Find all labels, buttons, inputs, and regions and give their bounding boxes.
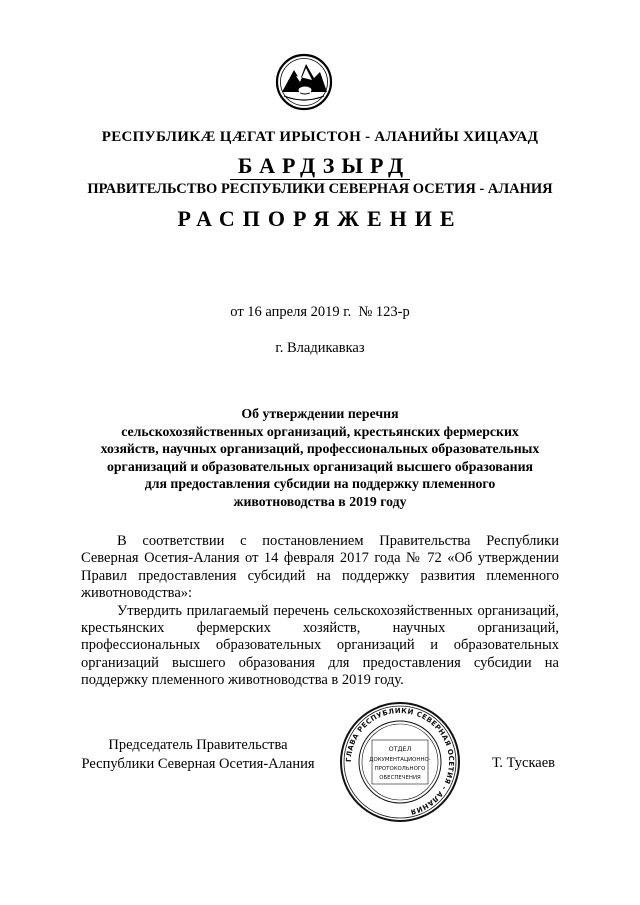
doc-type-ossetian [0, 153, 640, 179]
signature-position [78, 736, 318, 774]
signatory-name: Т. Тускаев [492, 755, 556, 771]
official-seal [338, 700, 462, 824]
signature-position-line-2: Республики Северная Осетия-Алания [81, 756, 315, 772]
seal-inner-line: ОБЕСПЕЧЕНИЯ [379, 775, 421, 781]
body-paragraph-1: В соответствии с постановлением Правительства Республики Северная Осетия-Алания от 14 февраля 2017 года № 72 «Об утверждении Правил предоставления субсидий на поддержку развития племенного животноводства»: [81, 533, 559, 602]
city-line: г. Владикавказ [275, 340, 365, 356]
coat-of-arms-emblem [274, 52, 334, 112]
seal-ring-text: ГЛАВА РЕСПУБЛИКИ СЕВЕРНАЯ ОСЕТИЯ - АЛАНИЯ [344, 706, 456, 816]
body-paragraph-2: Утвердить прилагаемый перечень сельскохозяйственных организаций, крестьянских фермерских хозяйств, научных организаций, профессиональных образовательных организаций и образовательных организаций высшего образования для предоставления субсидии на поддержку племенного животноводства в 2019 году. [81, 602, 559, 689]
seal-inner-line: ДОКУМЕНТАЦИОННО- [369, 757, 431, 763]
signature-position-line-1: Председатель Правительства [108, 737, 288, 753]
seal-inner-line: ОТДЕЛ [388, 745, 412, 753]
seal-inner-line: ПРОТОКОЛЬНОГО [374, 766, 426, 772]
title-line: Об утверждении перечня [241, 406, 399, 421]
title-line: организаций и образовательных организаций высшего образования [106, 458, 534, 474]
doc-type-russian: РАСПОРЯЖЕНИЕ [177, 206, 463, 231]
document-title [0, 405, 640, 511]
title-line: для предоставления субсидии на поддержку племенного [144, 476, 496, 492]
document-body [81, 533, 559, 690]
date-number-line: от 16 апреля 2019 г. № 123-р [230, 304, 410, 320]
title-line: животноводства в 2019 году [233, 493, 407, 509]
title-line: хозяйств, научных организаций, профессиональных образовательных [100, 441, 540, 457]
header-ossetian-line: РЕСПУБЛИКӔ ЦӔГАТ ИРЫСТОН - АЛАНИЙЫ ХИЦАУАД [101, 129, 539, 145]
title-line: сельскохозяйственных организаций, крестьянских фермерских [121, 423, 519, 439]
doc-type-ossetian-text: БАРДЗЫРД [230, 153, 410, 180]
header-russian-line: ПРАВИТЕЛЬСТВО РЕСПУБЛИКИ СЕВЕРНАЯ ОСЕТИЯ - АЛАНИЯ [87, 181, 553, 197]
